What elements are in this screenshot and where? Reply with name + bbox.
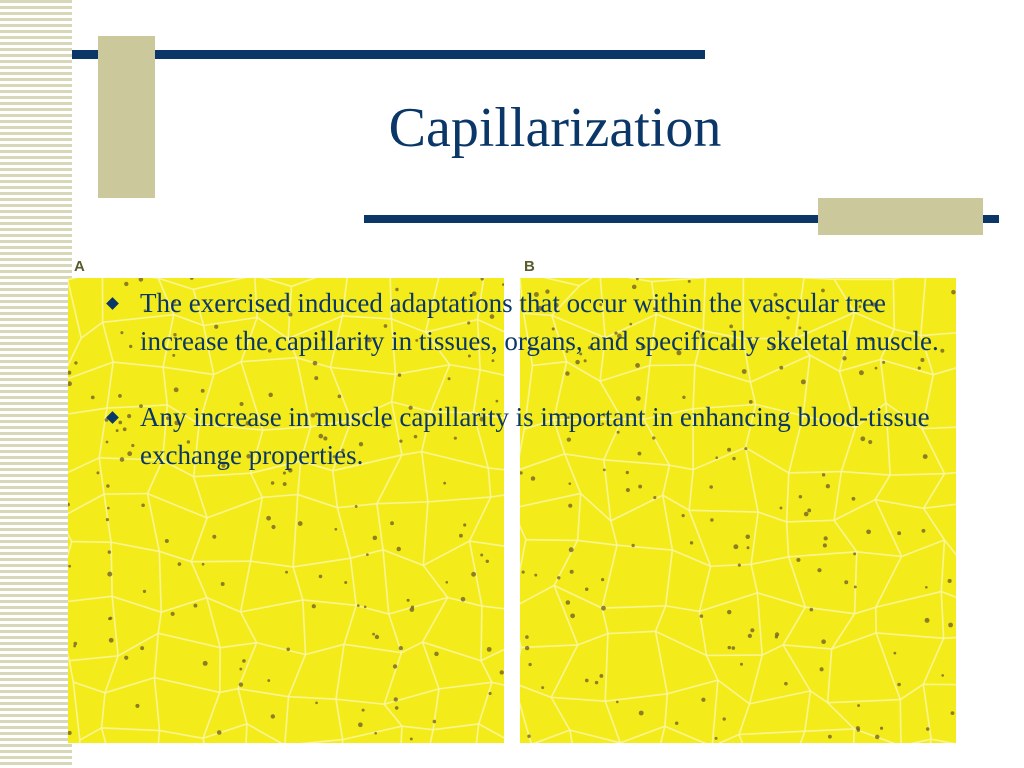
- panel-a-label: A: [74, 258, 85, 275]
- bottom-tan-accent-block: [818, 198, 983, 235]
- panel-b-label: B: [524, 258, 535, 275]
- left-stripe-decoration: [0, 0, 72, 768]
- bullet-item: [100, 284, 968, 360]
- bullet-text: Any increase in muscle capillarity is important in enhancing blood-tissue exchange properties.: [140, 402, 930, 470]
- title-tan-accent-block: [98, 36, 155, 198]
- bullet-list: [100, 284, 968, 512]
- title-top-rule: [72, 50, 705, 59]
- bullet-item: [100, 398, 968, 474]
- diamond-bullet-icon: [106, 411, 119, 424]
- bullet-text: The exercised induced adaptations that occur within the vascular tree increase the capillarity in tissues, organs, and specifically skeletal muscle.: [140, 288, 939, 356]
- slide-title: Capillarization: [388, 97, 722, 159]
- diamond-bullet-icon: [106, 297, 119, 310]
